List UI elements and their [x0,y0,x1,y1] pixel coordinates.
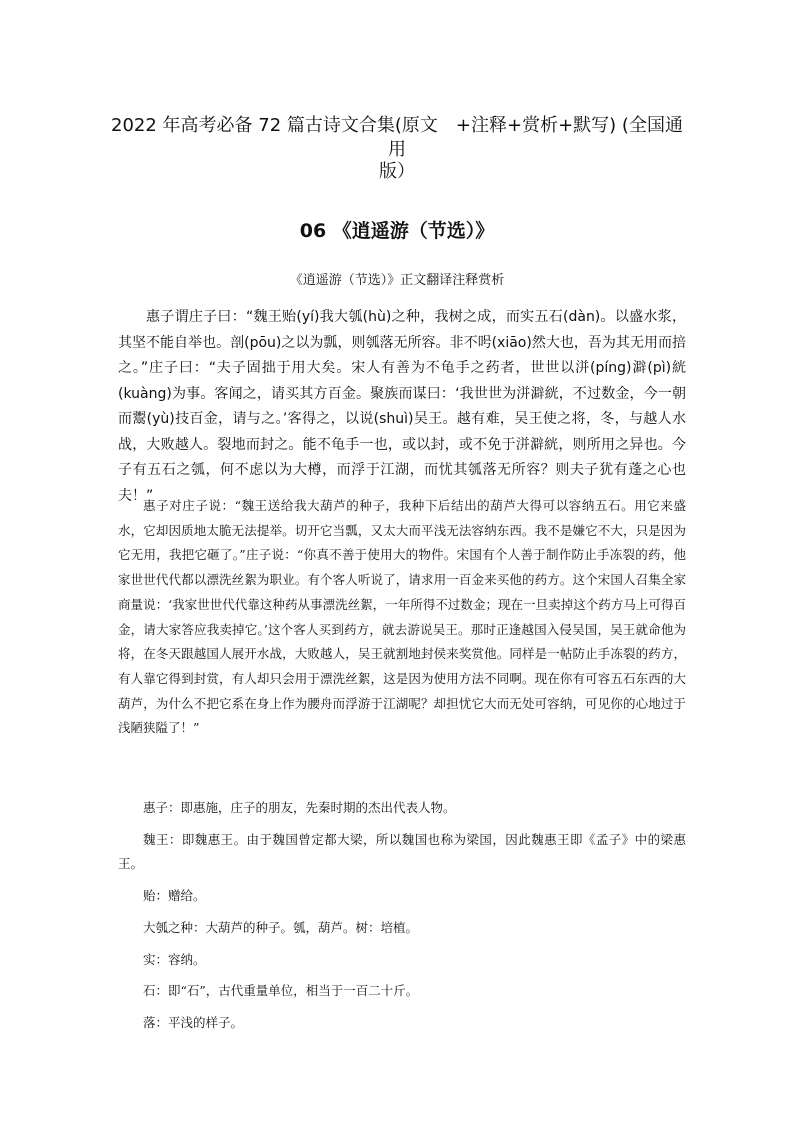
note-item: 贻：赠给。 [143,888,206,904]
section-title: 06 《逍遥游（节选）》 [299,220,495,242]
note-item: 惠子：即惠施，庄子的朋友，先秦时期的杰出代表人物。 [143,800,456,815]
subtitle: 《逍遥游（节选）》正文翻译注释赏析 [289,273,505,288]
note-item: 实：容纳。 [143,951,206,967]
document-title-line-2: 版） [379,161,415,182]
translation-paragraph: 惠子对庄子说：“魏王送给我大葫芦的种子，我种下后结出的葫芦大得可以容纳五石。用它来盛水，它却因质地太脆无法提举。切开它当瓢，又太大而平浅无法容纳东西。我不是嫌它不大，只是因为它无用，我把它砸了。”庄子说：“你真不善于使用大的物件。宋国有个人善于制作防止手冻裂的药，他家世世代代都以漂洗丝絮为职业。有个客人听说了，请求用一百金来买他的药方。这个宋国人召集全家商量说：‘我家世世代代靠这种药从事漂洗丝絮，一年所得不过数金；现在一旦卖掉这个药方马上可得百金，请大家答应我卖掉它。’这个客人买到药方，就去游说吴王。那时正逢越国入侵吴国，吴王就命他为将，在冬天跟越国人展开水战，大败越人，吴王就割地封侯来奖赏他。同样是一帖防止手冻裂的药方，有人靠它得到封赏，有人却只会用于漂洗丝絮，这是因为使用方法不同啊。现在你有可容五石东西的大葫芦，为什么不把它系在身上作为腰舟而浮游于江湖呢？却担忧它大而无处可容纳，可见你的心地过于浅陋狭隘了！” [118,498,686,736]
note-item: 大瓠之种：大葫芦的种子。瓠，葫芦。树：培植。 [143,919,419,935]
document-title-line-1: 2022 年高考必备 72 篇古诗文合集(原文 +注释+赏析+默写) (全国通用 [111,115,683,160]
note-item: 石：即“石”，古代重量单位，相当于一百二十斤。 [143,983,419,999]
notes-list [118,796,686,1043]
note-item: 魏王：即魏惠王。由于魏国曾定都大梁，所以魏国也称为梁国，因此魏惠王即《孟子》中的梁惠王。 [118,831,686,872]
note-item: 落：平浅的样子。 [143,1014,244,1030]
original-text-paragraph: 惠子谓庄子曰：“魏王贻(yí)我大瓠(hù)之种，我树之成，而实五石(dàn)。以盛水浆，其坚不能自举也。剖(pōu)之以为瓢，则瓠落无所容。非不呺(xiāo)然大也，吾为其无用而掊之。”庄子曰：“夫子固拙于用大矣。宋人有善为不龟手之药者，世世以洴(píng)澼(pì)絖(kuàng)为事。客闻之，请买其方百金。聚族而谋曰：‘我世世为洴澼絖，不过数金，今一朝而鬻(yù)技百金，请与之。’客得之，以说(shuì)吴王。越有难，吴王使之将，冬，与越人水战，大败越人。裂地而封之。能不龟手一也，或以封，或不免于洴澼絖，则所用之异也。今子有五石之瓠，何不虑以为大樽，而浮于江湖，而忧其瓠落无所容？则夫子犹有蓬之心也夫！” [118,309,686,504]
